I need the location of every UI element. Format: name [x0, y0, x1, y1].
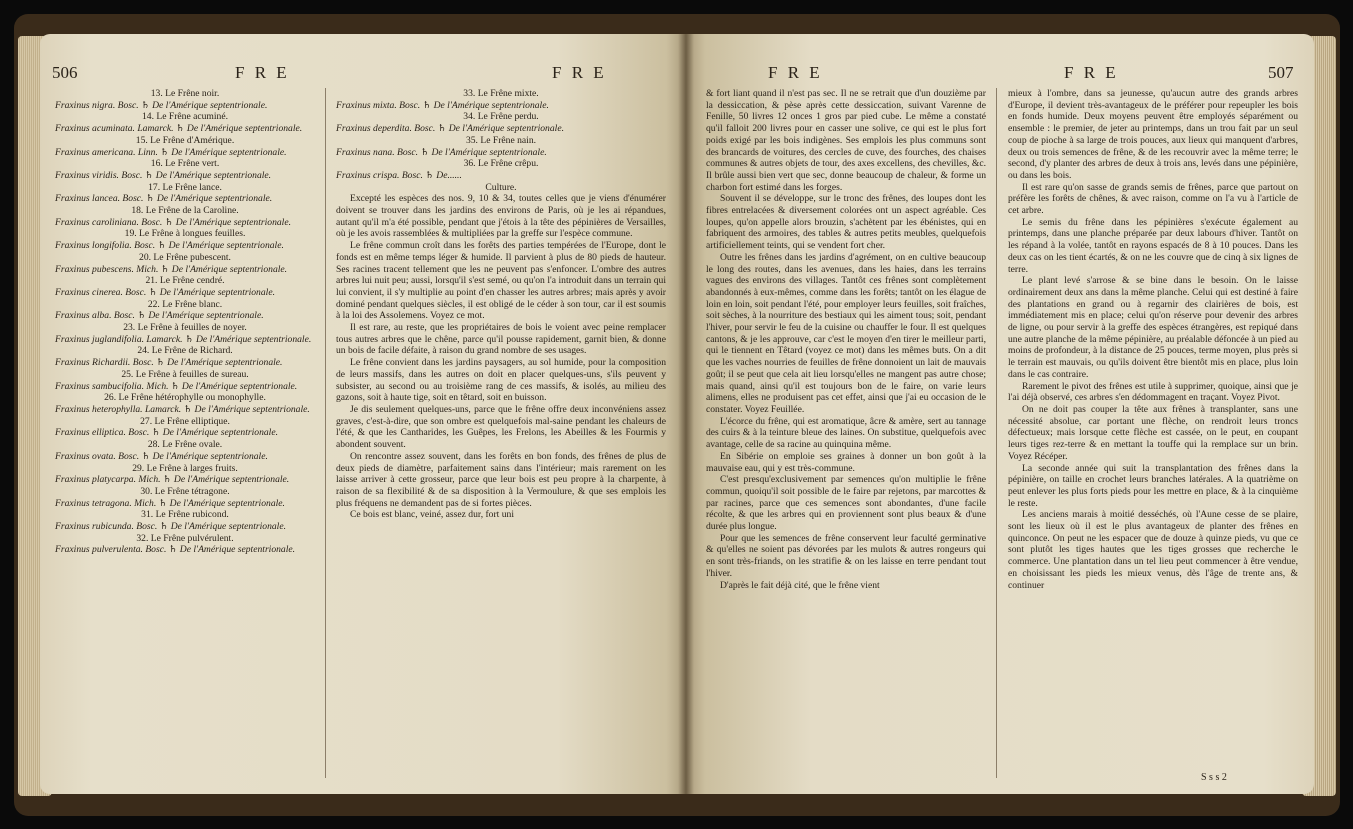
body-paragraph: Pour que les semences de frêne conservent leur faculté germinative & qu'elles ne soient pas dévorées par les mulots & autres rongeurs qui en sont très-friands, on les stratifie & on les laisse en terre pendant tout l'hiver.	[706, 532, 986, 579]
species-line: Fraxinus alba. Bosc. ♄ De l'Amérique septentrionale.	[55, 310, 264, 322]
species-line: Fraxinus elliptica. Bosc. ♄ De l'Amérique septentrionale.	[55, 427, 279, 439]
book-gutter	[678, 34, 694, 794]
body-paragraph: Il est rare, au reste, que les propriétaires de bois le voient avec peine remplacer tous autres arbres que le chêne, parce qu'il pousse rapidement, garnit bien, & donne un bois de facile défaite, à raison du grand nombre de ses usages.	[336, 322, 666, 357]
entry-heading: 21. Le Frêne cendré.	[145, 275, 225, 287]
species-line: Fraxinus tetragona. Mich. ♄ De l'Amérique septentrionale.	[55, 497, 285, 509]
body-paragraph: On ne doit pas couper la tête aux frênes à transplanter, sans une nécessité absolue, car portant une flèche, on rendroit leurs troncs défectueux; mais lorsque cette flèche est cassée, on le peut, en coupant leurs tiges rez-terre & en mettant la touffe qui la remplace sur un brin. Voyez Récéper.	[1008, 403, 1298, 462]
species-line: Fraxinus lancea. Bosc. ♄ De l'Amérique septentrionale.	[55, 193, 273, 205]
text-column-2	[336, 88, 666, 521]
page-number: 507	[1268, 63, 1294, 82]
entry-heading: 13. Le Frêne noir.	[150, 88, 220, 99]
species-line: Fraxinus rubicunda. Bosc. ♄ De l'Amérique septentrionale.	[55, 521, 287, 533]
right-page	[686, 34, 1314, 794]
body-paragraph: L'écorce du frêne, qui est aromatique, âcre & amère, sert au tannage des cuirs & à la teinture bleue des laines. On substitue, quelquefois avec avantage, celle de sa racine au quinquina même.	[706, 415, 986, 451]
species-line: Fraxinus pulverulenta. Bosc. ♄ De l'Amérique septentrionale.	[55, 544, 296, 556]
entry-heading: Culture.	[485, 181, 517, 193]
entry-heading: 32. Le Frêne pulvérulent.	[136, 532, 234, 544]
body-paragraph: mieux à l'ombre, dans sa jeunesse, qu'aucun autre des grands arbres d'Europe, il devient très-avantageux de le préférer pour repeupler les bois en fonds humide. Deux moyens peuvent être employés séparément ou ensemble : le premier, de jeter au printemps, dans un trou fait par un seul coup de pioche à sa large de trois pouces, aux lieux qui manquent d'arbres, deux ou trois semences de frêne, & de les recouvrir avec la même terre; le second, d'y planter des arbres de deux à trois ans, levés dans une pépinière, ou dans les bois.	[1008, 88, 1298, 181]
entry-heading: 33. Le Frêne mixte.	[463, 88, 539, 99]
text-column-4	[1008, 88, 1298, 591]
left-page	[40, 34, 686, 794]
species-line: Fraxinus deperdita. Bosc. ♄ De l'Amérique septentrionale.	[336, 123, 564, 135]
text-column-3	[706, 88, 986, 591]
body-paragraph: Le frêne commun croît dans les forêts des parties tempérées de l'Europe, dont le fonds est en même temps léger & humide. Il parvient à plus de 80 pieds de hauteur. Ses racines tracent tellement que les ne peuvent pas s'enfoncer. L'ombre des autres arbres lui nuit peu; aussi, lorsqu'il s'est semé, ou qu'on l'a introduit dans un terrain qui lui convient, il s'y multiplie au point d'en chasser les autres arbres; mais après y avoir dominé pendant quelques siècles, il est obligé de le céder à son tour, car il est soumis à la loi des Assolemens. Voyez ce mot.	[336, 240, 666, 322]
entry-heading: 19. Le Frêne à longues feuilles.	[124, 228, 246, 240]
species-line: Fraxinus platycarpa. Mich. ♄ De l'Amérique septentrionale.	[55, 474, 290, 486]
species-line: Fraxinus acuminata. Lamarck. ♄ De l'Amérique septentrionale.	[55, 123, 303, 135]
species-line: Fraxinus nigra. Bosc. ♄ De l'Amérique septentrionale.	[55, 99, 268, 111]
body-paragraph: Le semis du frêne dans les pépinières s'exécute également au printemps, dans une planche préparée par deux labours d'hiver. Tantôt on les répand à la volée, tantôt en rayons espacés de 8 à 10 pouces. Dans les deux cas on les tient écartés, & on ne les couvre que de cinq à six lignes de terre.	[1008, 216, 1298, 275]
entry-heading: 27. Le Frêne elliptique.	[140, 415, 230, 427]
body-paragraph: Le plant levé s'arrose & se bine dans le besoin. On le laisse ordinairement deux ans dans la même planche. Celui qui est destiné à faire des plantations en grand ou à regarnir des clairières de bois, est immédiatement mis en place; celui qu'on réserve pour devenir des arbres de ligne, ou pour servir à la greffe des espèces étrangères, est repiqué dans une autre planche de la même pépinière, au préalable défoncée à un pied au moins de profondeur, à la distance de 25 pouces, terme moyen, plus près si le terrain est mauvais, ou qu'ils doivent être bientôt mis en place, plus loin dans le cas contraire.	[1008, 275, 1298, 380]
running-head: F R E	[1064, 63, 1119, 82]
entry-heading: 18. Le Frêne de la Caroline.	[131, 205, 239, 217]
species-line: Fraxinus viridis. Bosc. ♄ De l'Amérique septentrionale.	[55, 169, 272, 181]
open-book	[14, 14, 1340, 816]
entry-heading: 34. Le Frêne perdu.	[463, 111, 539, 123]
body-paragraph: Rarement le pivot des frênes est utile à supprimer, quoique, ainsi que je l'ai déjà observé, ces arbres s'en dédommagent en traçant. Voyez Pivot.	[1008, 380, 1298, 404]
body-paragraph: Je dis seulement quelques-uns, parce que le frêne offre deux inconvéniens assez graves, c'est-à-dire, que son ombre est quelquefois mal-saine pendant les chaleurs de l'été, & que les Cantharides, les Guêpes, les Frelons, les Abeilles & les Fourmis y abondent souvent.	[336, 403, 666, 451]
species-line: Fraxinus nana. Bosc. ♄ De l'Amérique septentrionale.	[336, 146, 547, 158]
page-number: 506	[52, 63, 78, 82]
body-paragraph: On rencontre assez souvent, dans les forêts en bon fonds, des frênes de plus de deux pieds de diamètre, parfaitement sains dans l'intérieur; mais rarement on les laisse arriver à cette grosseur, parce que leur bois est peu propre à la charpente, à raison de sa flexibilité & de sa disposition à la Vermoulure, & que ses emplois les plus fréquens ne demandent pas de si fortes pièces.	[336, 450, 666, 509]
species-line: Fraxinus heterophylla. Lamarck. ♄ De l'Amérique septentrionale.	[55, 403, 310, 415]
entry-heading: 35. Le Frêne nain.	[465, 134, 537, 146]
text-column-1	[55, 88, 315, 556]
entry-heading: 30. Le Frêne tétragone.	[140, 485, 230, 497]
entry-heading: 22. Le Frêne blanc.	[147, 298, 223, 310]
species-line: Fraxinus mixta. Bosc. ♄ De l'Amérique septentrionale.	[336, 99, 549, 111]
entry-heading: 15. Le Frêne d'Amérique.	[135, 134, 235, 146]
body-paragraph: C'est presqu'exclusivement par semences qu'on multiplie le frêne commun, quoiqu'il soit possible de le faire par rejetons, par marcottes & par racines, parce que ces semences sont abondantes, d'une facile récolte, & que les arbres qui en proviennent sont plus beaux & d'une durée plus longue.	[706, 474, 986, 533]
running-head: F R E	[768, 63, 823, 82]
entry-heading: 36. Le Frêne crêpu.	[463, 158, 539, 170]
entry-heading: 16. Le Frêne vert.	[150, 158, 220, 170]
body-paragraph: Le frêne convient dans les jardins paysagers, au sol humide, pour la composition de leurs massifs, dans les autres on doit en placer quelques-uns, s'ils peuvent y subsister, au second ou au troisième rang de ces massifs, & isolés, au milieu des gazons, soit à haute tige, soit en têtard, soit en buisson.	[336, 357, 666, 404]
body-paragraph: D'après le fait déjà cité, que le frêne vient	[720, 579, 880, 591]
body-paragraph: Excepté les espèces des nos. 9, 10 & 34, toutes celles que je viens d'énumérer doivent se trouver dans les jardins des environs de Paris, où je les ai répandues, autant qu'il m'a été possible, pendant que j'étois à la tête des pépinières de Versailles, où je les avois rassemblées & multipliées par la greffe sur l'espèce commune.	[336, 193, 666, 240]
entry-heading: 14. Le Frêne acuminé.	[141, 111, 229, 123]
entry-heading: 31. Le Frêne rubicond.	[141, 509, 229, 521]
entry-heading: 28. Le Frêne ovale.	[147, 439, 223, 451]
species-line: Fraxinus caroliniana. Bosc. ♄ De l'Amérique septentrionale.	[55, 216, 291, 228]
entry-heading: 25. Le Frêne à feuilles de sureau.	[121, 368, 249, 380]
column-rule	[325, 88, 326, 778]
species-line: Fraxinus americana. Linn. ♄ De l'Amérique septentrionale.	[55, 146, 287, 158]
entry-heading: 29. Le Frêne à larges fruits.	[132, 462, 238, 474]
entry-heading: 26. Le Frêne hétérophylle ou monophylle.	[104, 392, 266, 404]
entry-heading: 24. Le Frêne de Richard.	[137, 345, 233, 357]
body-paragraph: Outre les frênes dans les jardins d'agrément, on en cultive beaucoup le long des routes, dans les avenues, dans les haies, dans les terrains vagues des environs des villages. Tantôt ces frênes sont complètement abandonnés à eux-mêmes, comme dans les forêts; tantôt on les élague de loin en loin, soit pendant l'été, pour employer leurs feuilles, soit fraîches, soit sèches, à la nourriture des bestiaux qui les aiment tous; soit, pendant l'hiver, pour servir le feu de la cuisine ou chauffer le four. Il est quelques cantons, & je les approuve, car c'est le moyen d'en tirer le meilleur parti, qui le tiennent en Têtard (voyez ce mot) dans les mêmes buts. On a dit que les vaches nourries de feuilles de frêne donnoient un lait de mauvais goût; il se peut que cela ait lieu lorsqu'elles ne mangent pas autre chose; mais quand, ainsi qu'il est toujours bon de le faire, on varie leurs alimens, elles ne produisent pas cet effet, ainsi que j'ai eu occasion de le constater. Voyez Feuillée.	[706, 251, 986, 415]
body-paragraph: En Sibérie on emploie ses graines à donner un bon goût à la mauvaise eau, qui y est très-commune.	[706, 450, 986, 474]
body-paragraph: Souvent il se développe, sur le tronc des frênes, des loupes dont les fibres entrelacées & diversement colorées ont un aspect agréable. Ces loupes, qu'on appelle alors brouzin, s'achètent par les ébénistes, qui en fabriquent des armoires, des tables & autres petits meubles, quelquefois artificiellement teints, qui se vendent fort cher.	[706, 193, 986, 252]
body-paragraph: Les anciens marais à moitié desséchés, où l'Aune cesse de se plaire, sont les lieux où il est le plus avantageux de planter des frênes en quinconce. On peut ne les espacer que de douze à quinze pieds, vu que ce sont plutôt les tiges hautes que les tiges grosses que recherche le commerce. Une plantation dans un tel lieu peut commencer à être vendue, en choisissant les pieds les mieux venus, dès l'âge de trente ans, & continuer	[1008, 509, 1298, 591]
species-line: Fraxinus juglandifolia. Lamarck. ♄ De l'Amérique septentrionale.	[55, 333, 312, 345]
entry-heading: 20. Le Frêne pubescent.	[139, 251, 231, 263]
species-line: Fraxinus Richardii. Bosc. ♄ De l'Amérique septentrionale.	[55, 357, 283, 369]
entry-heading: 23. Le Frêne à feuilles de noyer.	[123, 322, 247, 334]
species-line: Fraxinus longifolia. Bosc. ♄ De l'Amérique septentrionale.	[55, 240, 284, 252]
body-paragraph: La seconde année qui suit la transplantation des frênes dans la pépinière, on taille en crochet leurs branches latérales. A la quatrième on peut enlever les plus forts pieds pour les mettre en place, & à la cinquième le reste.	[1008, 462, 1298, 509]
running-head: F R E	[235, 63, 290, 82]
species-line: Fraxinus sambucifolia. Mich. ♄ De l'Amérique septentrionale.	[55, 380, 298, 392]
column-rule	[996, 88, 997, 778]
species-line: Fraxinus cinerea. Bosc. ♄ De l'Amérique septentrionale.	[55, 286, 275, 298]
species-line: Fraxinus crispa. Bosc. ♄ De......	[336, 169, 462, 181]
species-line: Fraxinus pubescens. Mich. ♄ De l'Amérique septentrionale.	[55, 263, 288, 275]
body-paragraph: Il est rare qu'on sasse de grands semis de frênes, parce que partout on préfère les forêts de chênes, & avec raison, comme on l'a vu à l'article de cet arbre.	[1008, 181, 1298, 217]
running-head: F R E	[552, 63, 607, 82]
entry-heading: 17. Le Frêne lance.	[148, 181, 222, 193]
body-paragraph: & fort liant quand il n'est pas sec. Il ne se retrait que d'un douzième par la dessiccation, & pèse après cette dessiccation, suivant Varenne de Fenille, 50 livres 12 onces 1 gros par pied cube. Le même a constaté qu'il falloit 200 livres pour en casser une solive, ce qui est le plus fort poids exigé par les bois indigènes. Ses emplois les plus communs sont des brancards de voitures, des cercles de cuve, des fourches, des chaises communes & autres objets de tour, des axes excellens, des chevilles, &c. Il brûle aussi bien vert que sec, donne beaucoup de chaleur, & forme un charbon fort estimé dans les forges.	[706, 88, 986, 193]
body-paragraph: Ce bois est blanc, veiné, assez dur, fort uni	[350, 509, 514, 521]
signature-mark: S s s 2	[1201, 772, 1227, 783]
species-line: Fraxinus ovata. Bosc. ♄ De l'Amérique septentrionale.	[55, 450, 268, 462]
